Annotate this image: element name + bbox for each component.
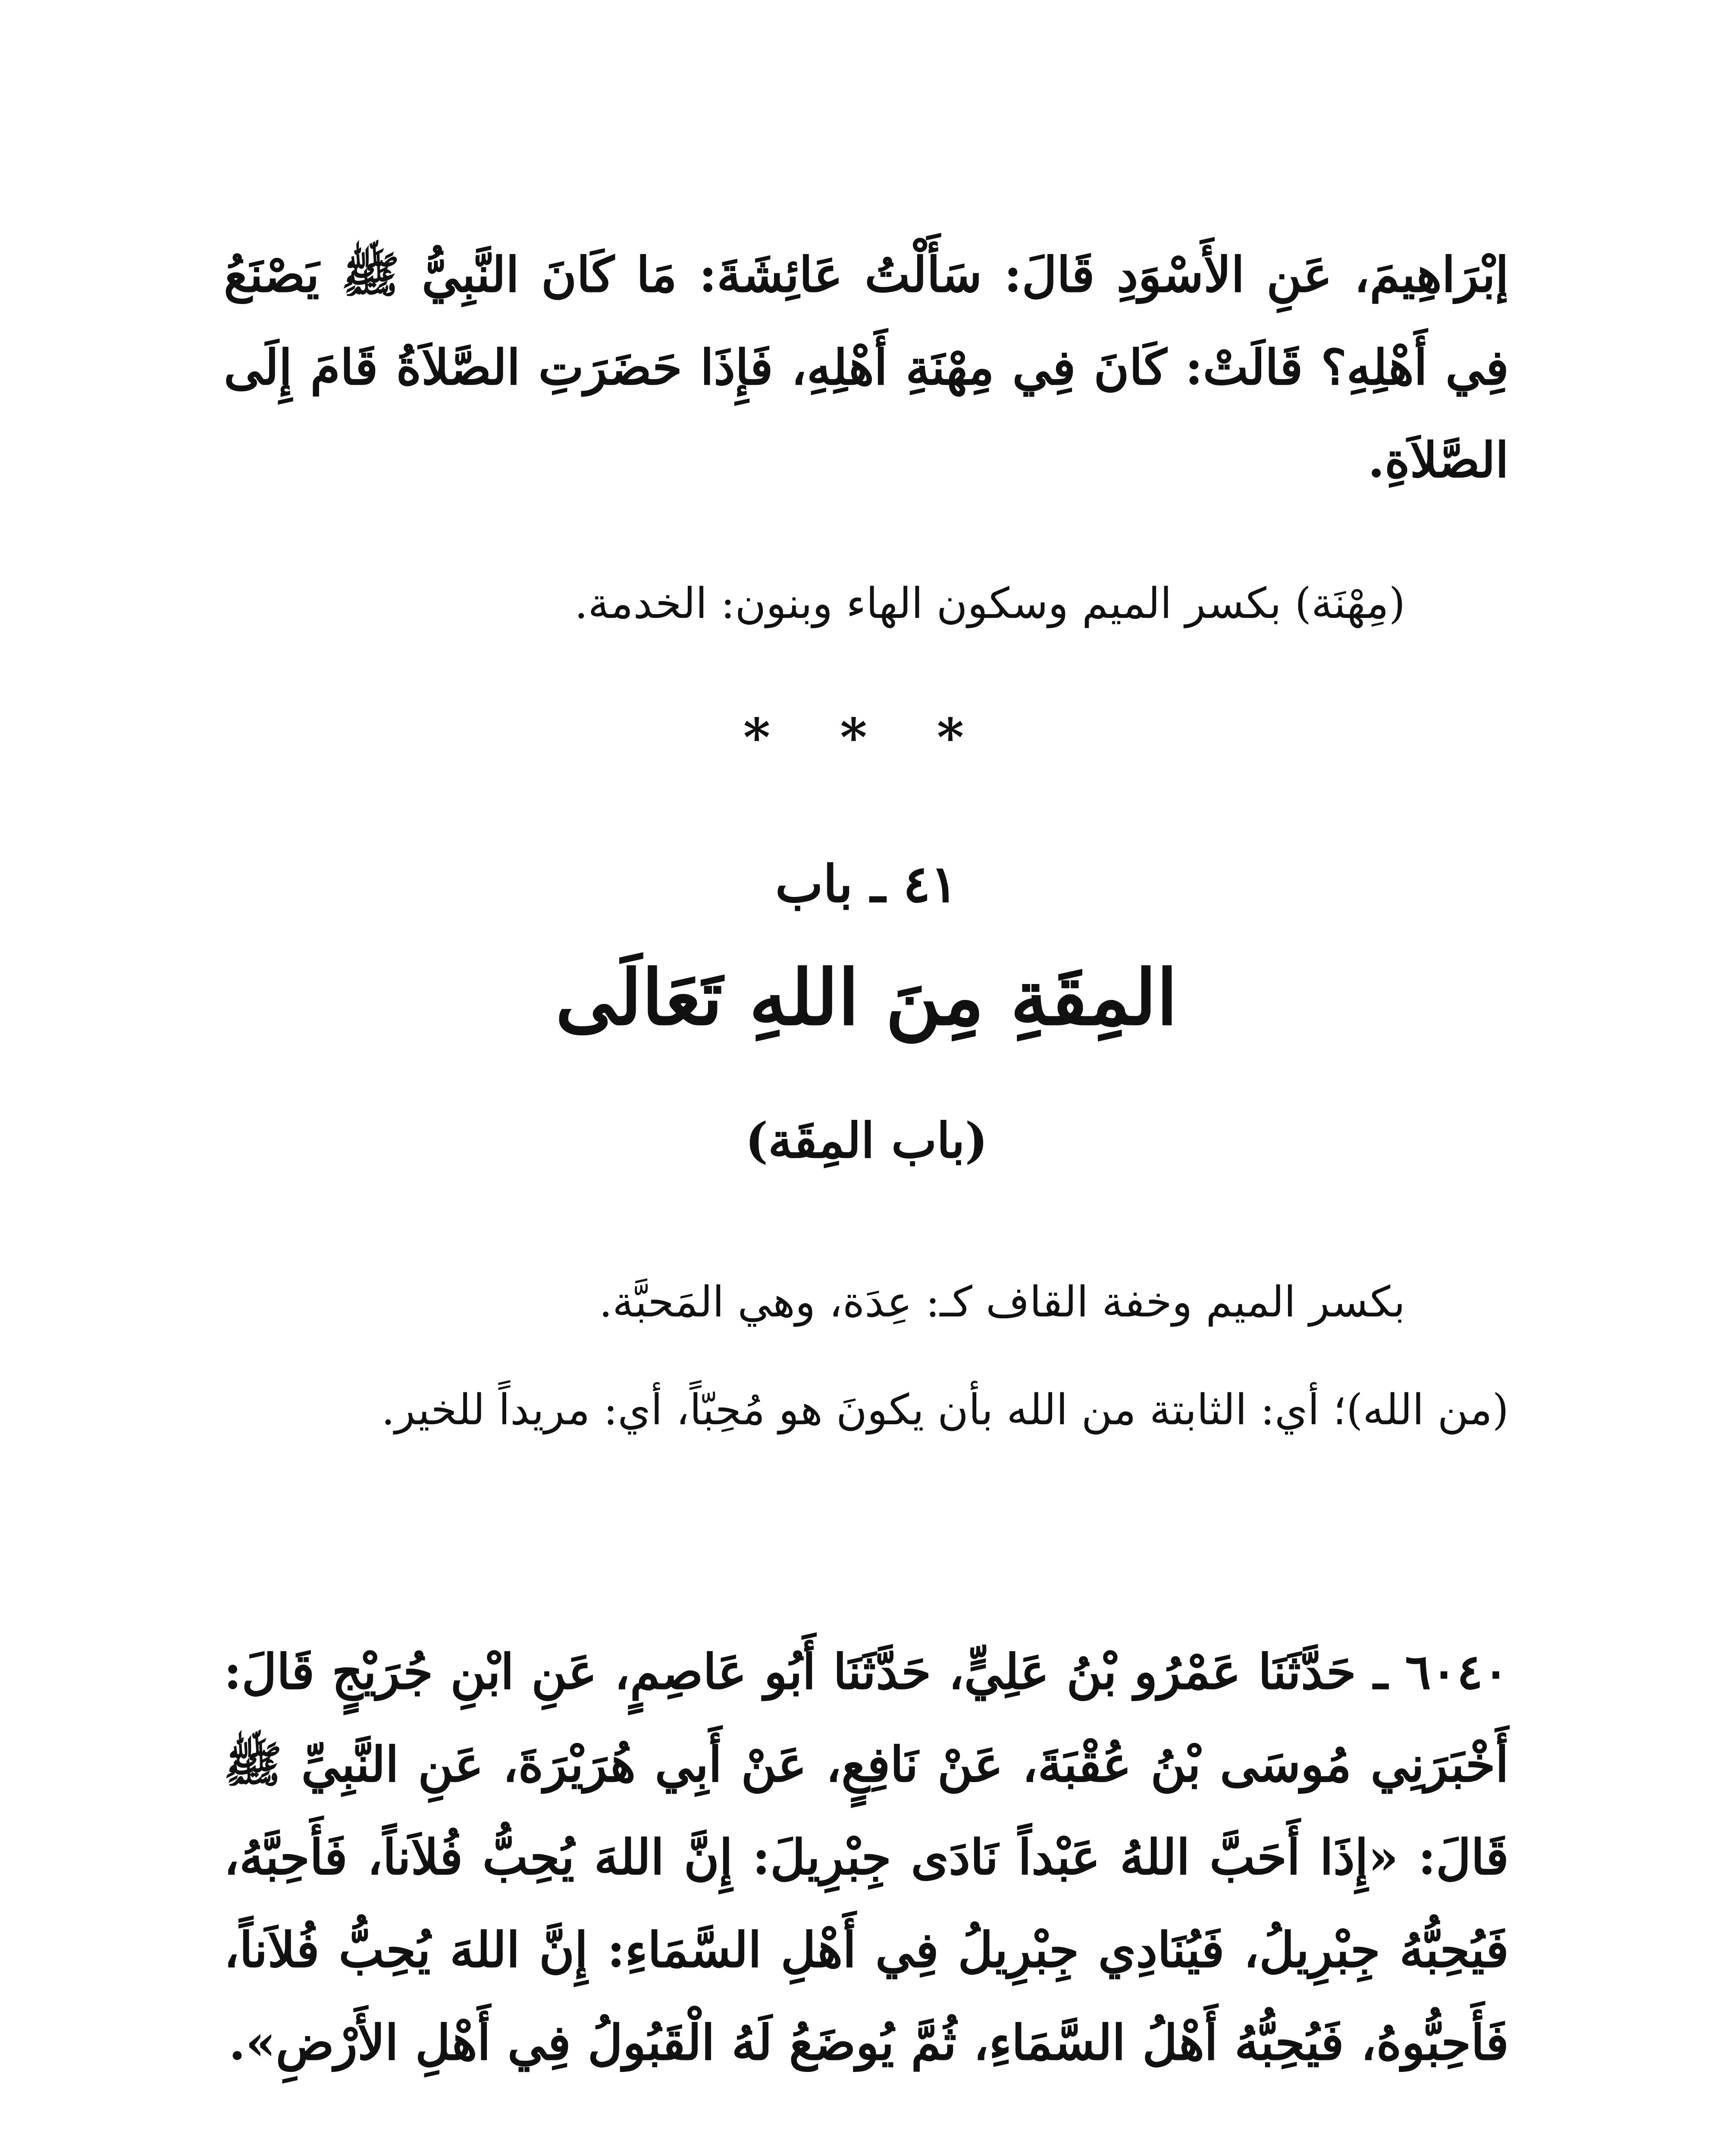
commentary-mihna: (مِهْنَة) بكسر الميم وسكون الهاء وبنون: الخدمة. [574, 579, 1405, 628]
hadith-continuation-paragraph: إبْرَاهِيمَ، عَنِ الأَسْوَدِ قَالَ: سَأَلْتُ عَائِشَةَ: مَا كَانَ النَّبِيُّ ﷺ يَصْنَعُ فِي أَهْلِهِ؟ قَالَتْ: كَانَ فِي مِهْنَةِ أَهْلِهِ، فَإِذَا حَضَرَتِ الصَّلاَةُ قَامَ إِلَى الصَّلاَةِ. [224, 247, 1509, 489]
commentary-definition: بكسر الميم وخفة القاف كـ: عِدَة، وهي المَحبَّة. [599, 1278, 1405, 1327]
commentary-min-allah: (من الله)؛ أي: الثابتة من الله بأن يكونَ هو مُحِبّاً، أي: مريداً للخير. [381, 1385, 1509, 1435]
chapter-subtitle: (باب المِقَة) [745, 1112, 988, 1169]
hadith-6040-paragraph: ٦٠٤٠ ـ حَدَّثَنَا عَمْرُو بْنُ عَلِيٍّ، حَدَّثَنَا أَبُو عَاصِمٍ، عَنِ ابْنِ جُرَيْجٍ قَالَ: أَخْبَرَنِي مُوسَى بْنُ عُقْبَةَ، عَنْ نَافِعٍ، عَنْ أَبِي هُرَيْرَةَ، عَنِ النَّبِيِّ ﷺ قَالَ: «إِذَا أَحَبَّ اللهُ عَبْداً نَادَى جِبْرِيلَ: إِنَّ اللهَ يُحِبُّ فُلاَناً، فَأَحِبَّهُ، فَيُحِبُّهُ جِبْرِيلُ، فَيُنَادِي جِبْرِيلُ فِي أَهْلِ السَّمَاءِ: إِنَّ اللهَ يُحِبُّ فُلاَناً، فَأَحِبُّوهُ، فَيُحِبُّهُ أَهْلُ السَّمَاءِ، ثُمَّ يُوضَعُ لَهُ الْقَبُولُ فِي أَهْلِ الأَرْضِ». [224, 1644, 1509, 2071]
chapter-number: ٤١ ـ باب [775, 854, 958, 914]
chapter-title: المِقَةِ مِنَ اللهِ تَعَالَى [555, 953, 1178, 1042]
section-separator: * * * [743, 707, 990, 768]
